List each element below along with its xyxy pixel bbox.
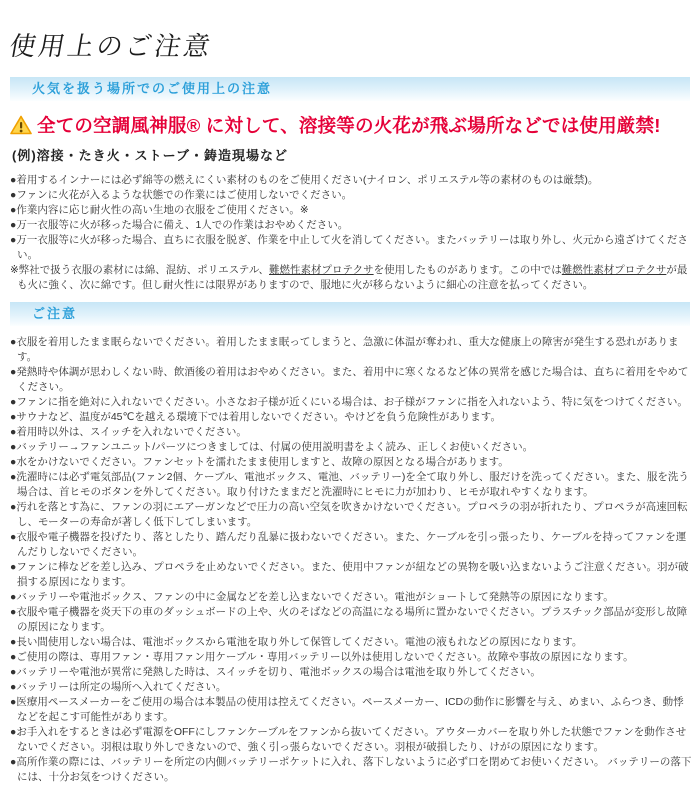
- fire-example-text: (例)溶接・たき火・ストーブ・鋳造現場など: [12, 148, 289, 163]
- caution-item: ●洗濯時には必ず電気部品(ファン2個、ケーブル、電池ボックス、電池、バッテリー)を全て取り外し、服だけを洗ってください。また、服を洗う場合は、首ヒモのボタンを外してください。取り付けたままだと洗濯時にヒモに力が加わり、ヒモが取れやすくなります。: [10, 471, 689, 498]
- caution-item: ●ファンに指を絶対に入れないでください。小さなお子様が近くにいる場合は、お子様がファンに指を入れないよう、特に気をつけてください。: [10, 396, 688, 408]
- general-caution-list: [10, 335, 692, 785]
- fire-warning-row: [10, 112, 692, 138]
- section-header-fire-label: 火気を扱う場所でのご使用上の注意: [32, 81, 273, 96]
- caution-item: ●衣服を着用したまま眠らないでください。着用したまま眠ってしまうと、急激に体温が奪われ、重大な健康上の障害が発生する恐れがあります。: [10, 336, 679, 363]
- caution-item: ●万一衣服等に火が移った場合、直ちに衣服を脱ぎ、作業を中止して火を消してください。またバッテリーは取り外し、火元から遠ざけてください。: [10, 234, 688, 261]
- caution-item: ●ファンに火花が入るような状態での作業にはご使用しないでください。: [10, 189, 353, 201]
- caution-item: ●汚れを落とす為に、ファンの羽にエアーガンなどで圧力の高い空気を吹きかけないでください。プロペラの羽が折れたり、プロペラが高速回転し、モーターの寿命が著しく低下してしまいます。: [10, 501, 688, 528]
- page-title: [7, 26, 700, 63]
- caution-item: ●高所作業の際には、バッテリーを所定の内側バッテリーポケットに入れ、落下しないように必ず口を閉めてお使いください。 バッテリーの落下には、十分お気をつけください。: [10, 756, 692, 783]
- caution-item: ●バッテリー→ファンユニット/パーツにつきましては、付属の使用説明書をよく読み、正しくお使いください。: [10, 441, 534, 453]
- caution-item: ●衣服や電子機器を投げたり、落としたり、踏んだり乱暴に扱わないでください。また、ケーブルを引っ張ったり、ケーブルを持ってファンを運んだりしないでください。: [10, 531, 687, 558]
- caution-item: ●バッテリーは所定の場所へ入れてください。: [10, 681, 227, 693]
- caution-item: ●医療用ペースメーカーをご使用の場合は本製品の使用は控えてください。ペースメーカー、ICDの動作に影響を与え、めまい、ふらつき、動悸などを起こす可能性があります。: [10, 696, 684, 723]
- caution-item: ●着用するインナーには必ず綿等の燃えにくい素材のものをご使用ください(ナイロン、ポリエステル等の素材のものは厳禁)。: [10, 174, 599, 186]
- caution-item: ●バッテリーや電池ボックス、ファンの中に金属などを差し込まないでください。電池がショートして発熱等の原因になります。: [10, 591, 614, 603]
- fire-warning-text: 全ての空調風神服® に対して、溶接等の火花が飛ぶ場所などでは使用厳禁!: [37, 115, 661, 136]
- page-title-text: 使用上のご注意: [7, 31, 216, 61]
- caution-item: ●長い間使用しない場合は、電池ボックスから電池を取り外して保管してください。電池の液もれなどの原因になります。: [10, 636, 583, 648]
- usage-notice-page: [0, 26, 700, 783]
- section-header-general-label: ご注意: [32, 306, 78, 321]
- caution-item: ●発熱時や体調が思わしくない時、飲酒後の着用はおやめください。また、着用中に寒くなるなど体の異常を感じた場合は、直ちに着用をやめてください。: [10, 366, 689, 393]
- caution-item: ●バッテリーや電池が異常に発熱した時は、スイッチを切り、電池ボックスの場合は電池を取り外してください。: [10, 666, 541, 678]
- caution-item: ●万一衣服等に火が移った場合に備え、1人での作業はおやめください。: [10, 219, 349, 231]
- section-header-fire: [10, 77, 690, 101]
- caution-item: ※弊社で扱う衣服の素材には綿、混紡、ポリエステル、難燃性素材プロテクサを使用したものがあります。この中では難燃性素材プロテクサが最も火に強く、次に綿です。但し耐火性には限界がありますので、服地に火が移らないように細心の注意を払ってください。: [10, 264, 688, 291]
- section-spacer: [0, 293, 700, 302]
- caution-item: ●ファンに棒などを差し込み、プロペラを止めないでください。また、使用中ファンが紐などの異物を吸い込まないようご注意ください。羽が破損する原因になります。: [10, 561, 689, 588]
- caution-item: ●着用時以外は、スイッチを入れないでください。: [10, 426, 247, 438]
- fire-caution-list: [10, 173, 692, 293]
- caution-item: ●作業内容に応じ耐火性の高い生地の衣服をご使用ください。※: [10, 204, 309, 216]
- caution-item: ●サウナなど、温度が45℃を越える環境下では着用しないでください。やけどを負う危険性があります。: [10, 411, 501, 423]
- caution-item: ●水をかけないでください。ファンセットを濡れたまま使用しますと、故障の原因となる場合があります。: [10, 456, 509, 468]
- section-header-general: [10, 302, 690, 326]
- warning-triangle-icon: [10, 115, 32, 135]
- caution-item: ●衣服や電子機器を炎天下の車のダッシュボードの上や、火のそばなどの高温になる場所に置かないでください。プラスチック部品が変形し故障の原因になります。: [10, 606, 688, 633]
- caution-item: ●お手入れをするときは必ず電源をOFFにしファンケーブルをファンから抜いてください。アウターカバーを取り外した状態でファンを動作させないでください。羽根は取り外しできないので、強く引っ張らないでください。羽根が破損したり、けがの原因になります。: [10, 726, 687, 753]
- caution-item: ●ご使用の際は、専用ファン・専用ファン用ケーブル・専用バッテリー以外は使用しないでください。故障や事故の原因になります。: [10, 651, 634, 663]
